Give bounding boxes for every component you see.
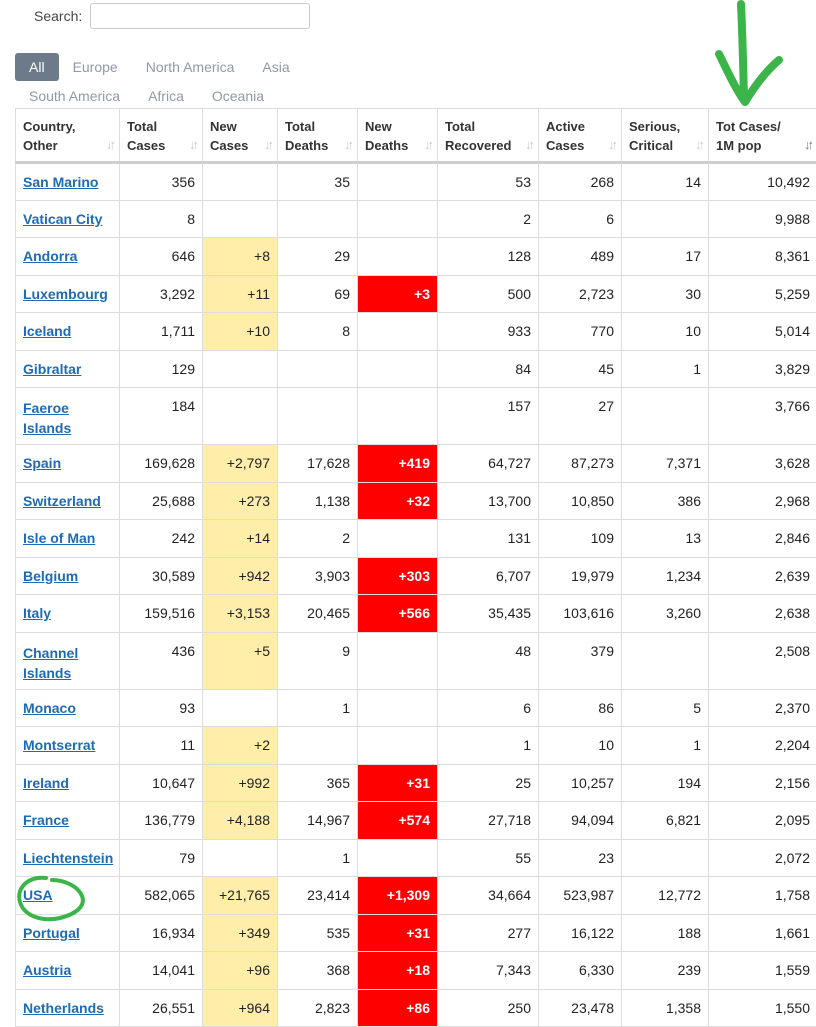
new-deaths-cell (358, 632, 438, 689)
sort-icon[interactable]: ↓↑ (608, 135, 615, 154)
active-cases-cell: 2,723 (539, 275, 622, 313)
active-cases-cell: 103,616 (539, 595, 622, 633)
new-deaths-cell: +3 (358, 275, 438, 313)
tab-north-america[interactable]: North America (132, 53, 249, 81)
column-header-line2: Cases (210, 138, 248, 153)
new-cases-cell: +349 (203, 914, 278, 952)
serious-cell (622, 632, 709, 689)
per-million-cell: 2,508 (709, 632, 816, 689)
column-header-5[interactable] (438, 109, 539, 163)
total-recovered-cell: 34,664 (438, 877, 539, 915)
total-recovered-cell: 2 (438, 200, 539, 238)
serious-cell: 3,260 (622, 595, 709, 633)
table-row (16, 445, 816, 483)
per-million-cell: 3,829 (709, 350, 816, 388)
new-cases-cell: +5 (203, 632, 278, 689)
per-million-cell: 9,988 (709, 200, 816, 238)
column-header-2[interactable] (203, 109, 278, 163)
country-link[interactable]: San Marino (23, 174, 98, 190)
total-deaths-cell: 17,628 (278, 445, 358, 483)
table-row (16, 350, 816, 388)
new-deaths-cell: +31 (358, 764, 438, 802)
total-cases-cell: 356 (120, 163, 203, 201)
search-bar (0, 0, 816, 40)
column-header-line1: Active (546, 119, 585, 134)
country-cell (16, 839, 120, 877)
active-cases-cell: 10,257 (539, 764, 622, 802)
column-header-line2: 1M pop (716, 138, 762, 153)
new-cases-cell: +992 (203, 764, 278, 802)
total-recovered-cell: 277 (438, 914, 539, 952)
total-deaths-cell: 29 (278, 238, 358, 276)
total-cases-cell: 8 (120, 200, 203, 238)
country-link-line1: Channel (23, 645, 78, 661)
total-recovered-cell: 27,718 (438, 802, 539, 840)
total-recovered-cell: 157 (438, 388, 539, 445)
new-deaths-cell: +18 (358, 952, 438, 990)
serious-cell: 194 (622, 764, 709, 802)
column-header-line1: Tot Cases/ (716, 119, 781, 134)
table-body (16, 163, 816, 1027)
total-recovered-cell: 53 (438, 163, 539, 201)
new-deaths-cell (358, 350, 438, 388)
column-header-line2: Other (23, 138, 58, 153)
table-row (16, 482, 816, 520)
tab-oceania[interactable]: Oceania (198, 82, 278, 110)
total-recovered-cell: 7,343 (438, 952, 539, 990)
new-cases-cell (203, 388, 278, 445)
per-million-cell: 2,968 (709, 482, 816, 520)
country-cell (16, 914, 120, 952)
total-recovered-cell: 1 (438, 727, 539, 765)
column-header-7[interactable] (622, 109, 709, 163)
total-recovered-cell: 128 (438, 238, 539, 276)
total-cases-cell: 11 (120, 727, 203, 765)
total-deaths-cell: 8 (278, 313, 358, 351)
total-recovered-cell: 500 (438, 275, 539, 313)
total-deaths-cell: 2,823 (278, 989, 358, 1027)
per-million-cell: 2,156 (709, 764, 816, 802)
per-million-cell: 1,661 (709, 914, 816, 952)
total-recovered-cell: 13,700 (438, 482, 539, 520)
total-deaths-cell: 20,465 (278, 595, 358, 633)
serious-cell: 7,371 (622, 445, 709, 483)
total-recovered-cell: 55 (438, 839, 539, 877)
serious-cell: 6,821 (622, 802, 709, 840)
sort-icon[interactable]: ↓↑ (344, 135, 351, 154)
per-million-cell: 1,758 (709, 877, 816, 915)
country-link[interactable]: Austria (23, 962, 71, 978)
new-deaths-cell: +566 (358, 595, 438, 633)
country-cell (16, 275, 120, 313)
table-row (16, 595, 816, 633)
total-deaths-cell: 1 (278, 689, 358, 727)
table-row (16, 727, 816, 765)
table-row (16, 632, 816, 689)
new-cases-cell (203, 689, 278, 727)
new-deaths-cell: +574 (358, 802, 438, 840)
country-link[interactable]: Isle of Man (23, 530, 95, 546)
country-link[interactable]: Spain (23, 455, 61, 471)
country-link[interactable]: USA (23, 887, 53, 903)
total-deaths-cell (278, 350, 358, 388)
total-cases-cell: 159,516 (120, 595, 203, 633)
new-cases-cell: +11 (203, 275, 278, 313)
column-header-line2: Cases (546, 138, 584, 153)
table-header (16, 109, 816, 163)
country-cell (16, 595, 120, 633)
table-row (16, 764, 816, 802)
per-million-cell: 2,639 (709, 557, 816, 595)
serious-cell: 188 (622, 914, 709, 952)
total-deaths-cell: 3,903 (278, 557, 358, 595)
table-row (16, 952, 816, 990)
total-cases-cell: 242 (120, 520, 203, 558)
new-cases-cell: +273 (203, 482, 278, 520)
new-deaths-cell (358, 520, 438, 558)
country-link-line1: Faeroe (23, 400, 69, 416)
country-link[interactable] (23, 400, 71, 436)
active-cases-cell: 523,987 (539, 877, 622, 915)
total-cases-cell: 79 (120, 839, 203, 877)
country-cell (16, 350, 120, 388)
total-recovered-cell: 131 (438, 520, 539, 558)
serious-cell: 12,772 (622, 877, 709, 915)
per-million-cell: 2,370 (709, 689, 816, 727)
active-cases-cell: 6,330 (539, 952, 622, 990)
total-recovered-cell: 250 (438, 989, 539, 1027)
column-header-line2: Recovered (445, 138, 511, 153)
country-cell (16, 727, 120, 765)
total-recovered-cell: 933 (438, 313, 539, 351)
total-deaths-cell: 35 (278, 163, 358, 201)
serious-cell (622, 839, 709, 877)
country-link-line2: Islands (23, 420, 71, 436)
active-cases-cell: 27 (539, 388, 622, 445)
new-deaths-cell: +303 (358, 557, 438, 595)
total-deaths-cell: 2 (278, 520, 358, 558)
country-cell (16, 632, 120, 689)
table-row (16, 163, 816, 201)
column-header-1[interactable] (120, 109, 203, 163)
active-cases-cell: 16,122 (539, 914, 622, 952)
serious-cell: 239 (622, 952, 709, 990)
country-link[interactable]: France (23, 812, 69, 828)
new-cases-cell: +21,765 (203, 877, 278, 915)
sort-icon[interactable]: ↓↑ (424, 135, 431, 154)
country-link[interactable]: Switzerland (23, 493, 101, 509)
new-deaths-cell: +32 (358, 482, 438, 520)
active-cases-cell: 45 (539, 350, 622, 388)
new-deaths-cell (358, 727, 438, 765)
active-cases-cell: 6 (539, 200, 622, 238)
active-cases-cell: 23 (539, 839, 622, 877)
per-million-cell: 3,766 (709, 388, 816, 445)
new-deaths-cell: +419 (358, 445, 438, 483)
column-header-line2: Critical (629, 138, 673, 153)
table-row (16, 200, 816, 238)
sort-icon[interactable]: ↓↑ (189, 135, 196, 154)
column-header-line1: Country, (23, 119, 75, 134)
new-cases-cell: +2 (203, 727, 278, 765)
serious-cell: 14 (622, 163, 709, 201)
country-cell (16, 200, 120, 238)
country-link[interactable]: Iceland (23, 323, 71, 339)
total-cases-cell: 1,711 (120, 313, 203, 351)
per-million-cell: 5,014 (709, 313, 816, 351)
total-deaths-cell (278, 388, 358, 445)
column-header-8[interactable] (709, 109, 816, 163)
active-cases-cell: 94,094 (539, 802, 622, 840)
total-recovered-cell: 84 (438, 350, 539, 388)
total-deaths-cell: 14,967 (278, 802, 358, 840)
column-header-4[interactable] (358, 109, 438, 163)
country-cell (16, 802, 120, 840)
country-link[interactable]: Ireland (23, 775, 69, 791)
sort-icon[interactable]: ↓↑ (106, 135, 113, 154)
new-deaths-cell (358, 163, 438, 201)
country-link[interactable] (23, 645, 78, 681)
per-million-cell: 3,628 (709, 445, 816, 483)
total-cases-cell: 582,065 (120, 877, 203, 915)
country-cell (16, 388, 120, 445)
country-cell (16, 689, 120, 727)
sort-icon[interactable]: ↓↑ (695, 135, 702, 154)
column-header-6[interactable] (539, 109, 622, 163)
country-cell (16, 557, 120, 595)
total-recovered-cell: 25 (438, 764, 539, 802)
total-deaths-cell: 69 (278, 275, 358, 313)
country-cell (16, 445, 120, 483)
country-link[interactable]: Luxembourg (23, 286, 108, 302)
total-deaths-cell: 365 (278, 764, 358, 802)
new-cases-cell: +4,188 (203, 802, 278, 840)
new-cases-cell: +2,797 (203, 445, 278, 483)
total-deaths-cell (278, 200, 358, 238)
country-link[interactable]: Montserrat (23, 737, 95, 753)
country-cell (16, 313, 120, 351)
new-cases-cell (203, 839, 278, 877)
sort-icon[interactable]: ↓↑ (264, 135, 271, 154)
serious-cell: 1 (622, 350, 709, 388)
column-header-line2: Deaths (285, 138, 328, 153)
column-header-0[interactable] (16, 109, 120, 163)
table-row (16, 275, 816, 313)
new-deaths-cell (358, 200, 438, 238)
serious-cell: 1,358 (622, 989, 709, 1027)
total-deaths-cell: 1,138 (278, 482, 358, 520)
new-cases-cell: +942 (203, 557, 278, 595)
total-cases-cell: 169,628 (120, 445, 203, 483)
active-cases-cell: 268 (539, 163, 622, 201)
column-header-3[interactable] (278, 109, 358, 163)
per-million-cell: 2,204 (709, 727, 816, 765)
sort-icon[interactable]: ↓↑ (525, 135, 532, 154)
column-header-line1: Serious, (629, 119, 680, 134)
new-cases-cell: +3,153 (203, 595, 278, 633)
total-recovered-cell: 6,707 (438, 557, 539, 595)
countries-table (15, 108, 816, 1027)
serious-cell: 10 (622, 313, 709, 351)
tab-africa[interactable]: Africa (134, 82, 198, 110)
new-deaths-cell (358, 238, 438, 276)
country-cell (16, 482, 120, 520)
table-row (16, 689, 816, 727)
total-cases-cell: 25,688 (120, 482, 203, 520)
country-link[interactable]: Monaco (23, 700, 76, 716)
active-cases-cell: 10,850 (539, 482, 622, 520)
country-cell (16, 952, 120, 990)
table-row (16, 520, 816, 558)
active-cases-cell: 19,979 (539, 557, 622, 595)
table-row (16, 388, 816, 445)
country-cell (16, 520, 120, 558)
total-recovered-cell: 6 (438, 689, 539, 727)
total-cases-cell: 16,934 (120, 914, 203, 952)
total-cases-cell: 30,589 (120, 557, 203, 595)
active-cases-cell: 379 (539, 632, 622, 689)
serious-cell (622, 388, 709, 445)
table-row (16, 877, 816, 915)
country-link[interactable]: Netherlands (23, 1000, 104, 1016)
serious-cell: 30 (622, 275, 709, 313)
tab-all[interactable]: All (15, 53, 59, 81)
total-cases-cell: 129 (120, 350, 203, 388)
country-cell (16, 877, 120, 915)
search-input[interactable] (90, 3, 310, 29)
country-link-line2: Islands (23, 665, 71, 681)
sort-icon[interactable]: ↓↑ (804, 135, 811, 154)
serious-cell: 17 (622, 238, 709, 276)
serious-cell: 386 (622, 482, 709, 520)
active-cases-cell: 10 (539, 727, 622, 765)
new-cases-cell: +10 (203, 313, 278, 351)
new-cases-cell: +8 (203, 238, 278, 276)
region-tabs-row2 (15, 81, 278, 111)
column-header-line1: Total (127, 119, 157, 134)
total-recovered-cell: 48 (438, 632, 539, 689)
tab-south-america[interactable]: South America (15, 82, 134, 110)
serious-cell: 1,234 (622, 557, 709, 595)
total-recovered-cell: 35,435 (438, 595, 539, 633)
country-link[interactable]: Italy (23, 605, 51, 621)
country-link[interactable]: Gibraltar (23, 361, 81, 377)
serious-cell (622, 200, 709, 238)
per-million-cell: 2,846 (709, 520, 816, 558)
new-deaths-cell (358, 839, 438, 877)
per-million-cell: 2,638 (709, 595, 816, 633)
tab-asia[interactable]: Asia (248, 53, 303, 81)
new-cases-cell: +96 (203, 952, 278, 990)
country-cell (16, 163, 120, 201)
total-cases-cell: 10,647 (120, 764, 203, 802)
active-cases-cell: 109 (539, 520, 622, 558)
column-header-line1: New (210, 119, 237, 134)
serious-cell: 13 (622, 520, 709, 558)
country-cell (16, 238, 120, 276)
table-row (16, 313, 816, 351)
active-cases-cell: 770 (539, 313, 622, 351)
table-row (16, 238, 816, 276)
total-cases-cell: 3,292 (120, 275, 203, 313)
new-cases-cell (203, 200, 278, 238)
column-header-line1: Total (285, 119, 315, 134)
active-cases-cell: 87,273 (539, 445, 622, 483)
new-deaths-cell (358, 689, 438, 727)
new-cases-cell (203, 350, 278, 388)
active-cases-cell: 23,478 (539, 989, 622, 1027)
per-million-cell: 8,361 (709, 238, 816, 276)
new-deaths-cell (358, 388, 438, 445)
region-tabs (15, 52, 304, 82)
new-cases-cell (203, 163, 278, 201)
country-cell (16, 989, 120, 1027)
new-deaths-cell (358, 313, 438, 351)
country-link[interactable]: Vatican City (23, 211, 102, 227)
total-deaths-cell (278, 727, 358, 765)
tab-europe[interactable]: Europe (59, 53, 132, 81)
search-label: Search: (34, 8, 82, 24)
column-header-line1: Total (445, 119, 475, 134)
total-cases-cell: 184 (120, 388, 203, 445)
per-million-cell: 1,559 (709, 952, 816, 990)
total-cases-cell: 646 (120, 238, 203, 276)
total-deaths-cell: 1 (278, 839, 358, 877)
table-row (16, 802, 816, 840)
serious-cell: 1 (622, 727, 709, 765)
total-deaths-cell: 535 (278, 914, 358, 952)
new-cases-cell: +14 (203, 520, 278, 558)
per-million-cell: 2,072 (709, 839, 816, 877)
serious-cell: 5 (622, 689, 709, 727)
country-link[interactable]: Liechtenstein (23, 850, 113, 866)
per-million-cell: 1,550 (709, 989, 816, 1027)
table-row (16, 557, 816, 595)
total-deaths-cell: 23,414 (278, 877, 358, 915)
active-cases-cell: 86 (539, 689, 622, 727)
column-header-line1: New (365, 119, 392, 134)
column-header-line2: Deaths (365, 138, 408, 153)
new-cases-cell: +964 (203, 989, 278, 1027)
table-row (16, 989, 816, 1027)
total-recovered-cell: 64,727 (438, 445, 539, 483)
country-link[interactable]: Portugal (23, 925, 80, 941)
country-link[interactable]: Andorra (23, 248, 77, 264)
total-cases-cell: 436 (120, 632, 203, 689)
total-deaths-cell: 9 (278, 632, 358, 689)
per-million-cell: 5,259 (709, 275, 816, 313)
per-million-cell: 10,492 (709, 163, 816, 201)
new-deaths-cell: +86 (358, 989, 438, 1027)
per-million-cell: 2,095 (709, 802, 816, 840)
active-cases-cell: 489 (539, 238, 622, 276)
table-row (16, 914, 816, 952)
total-cases-cell: 93 (120, 689, 203, 727)
new-deaths-cell: +1,309 (358, 877, 438, 915)
total-cases-cell: 26,551 (120, 989, 203, 1027)
country-link[interactable]: Belgium (23, 568, 78, 584)
new-deaths-cell: +31 (358, 914, 438, 952)
table-row (16, 839, 816, 877)
total-cases-cell: 136,779 (120, 802, 203, 840)
total-deaths-cell: 368 (278, 952, 358, 990)
total-cases-cell: 14,041 (120, 952, 203, 990)
country-cell (16, 764, 120, 802)
column-header-line2: Cases (127, 138, 165, 153)
